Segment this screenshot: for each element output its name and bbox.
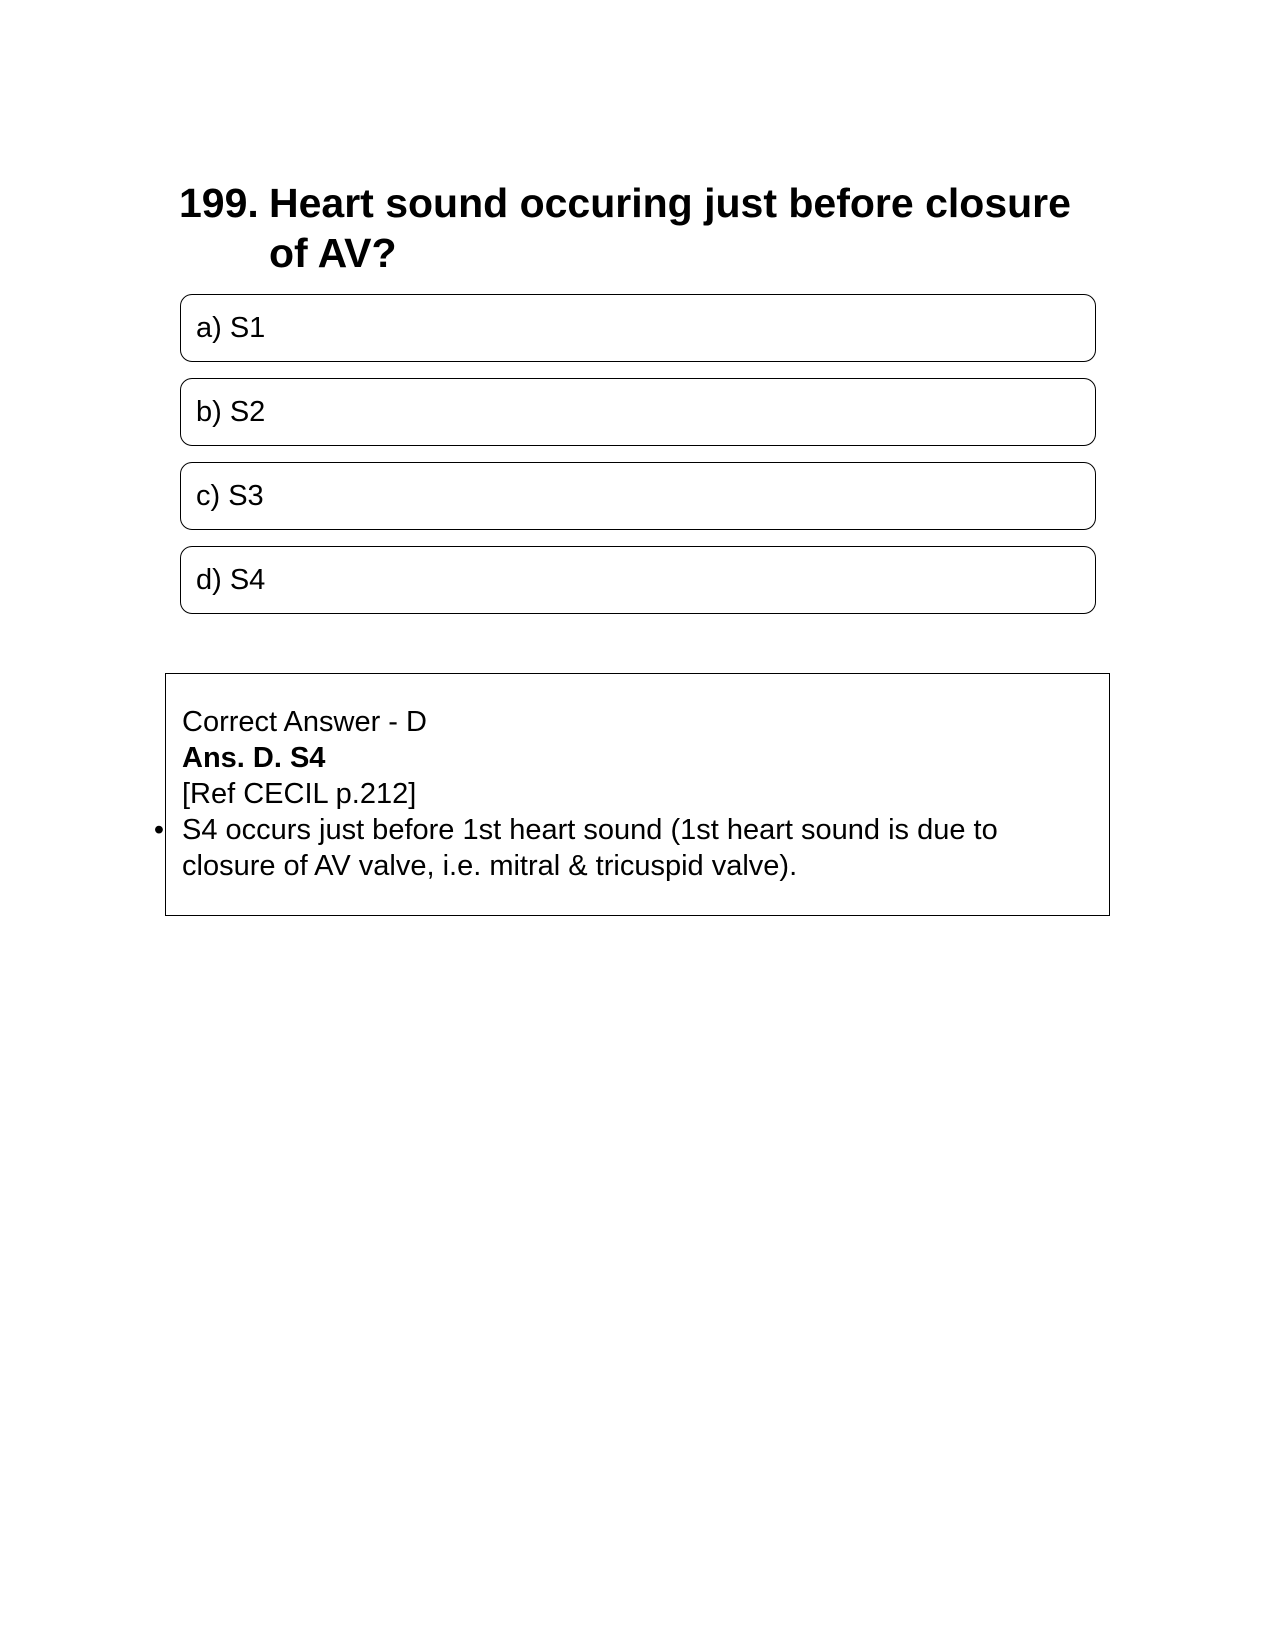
question-text: Heart sound occuring just before closure of AV? xyxy=(269,180,1071,276)
bullet-icon: • xyxy=(153,814,165,846)
option-a-label: a) S1 xyxy=(196,311,266,344)
correct-answer-text: Correct Answer - D xyxy=(182,706,427,738)
explanation-text: S4 occurs just before 1st heart sound (1st heart sound is due to closure of AV valve, i.e. mitral & tricuspid valve). xyxy=(182,814,998,882)
option-d-label: d) S4 xyxy=(196,563,266,596)
option-d[interactable] xyxy=(180,546,1096,614)
option-a[interactable] xyxy=(180,294,1096,362)
option-c[interactable] xyxy=(180,462,1096,530)
explanation-bullet-item xyxy=(153,812,1094,884)
question-heading xyxy=(179,178,1099,278)
options-list xyxy=(180,294,1096,630)
answer-heading: Ans. D. S4 xyxy=(182,742,326,774)
option-c-label: c) S3 xyxy=(196,479,264,512)
option-b-label: b) S2 xyxy=(196,395,266,428)
answer-explanation-box xyxy=(153,673,1110,916)
question-number: 199. xyxy=(179,180,259,226)
answer-reference: [Ref CECIL p.212] xyxy=(182,778,417,810)
option-b[interactable] xyxy=(180,378,1096,446)
